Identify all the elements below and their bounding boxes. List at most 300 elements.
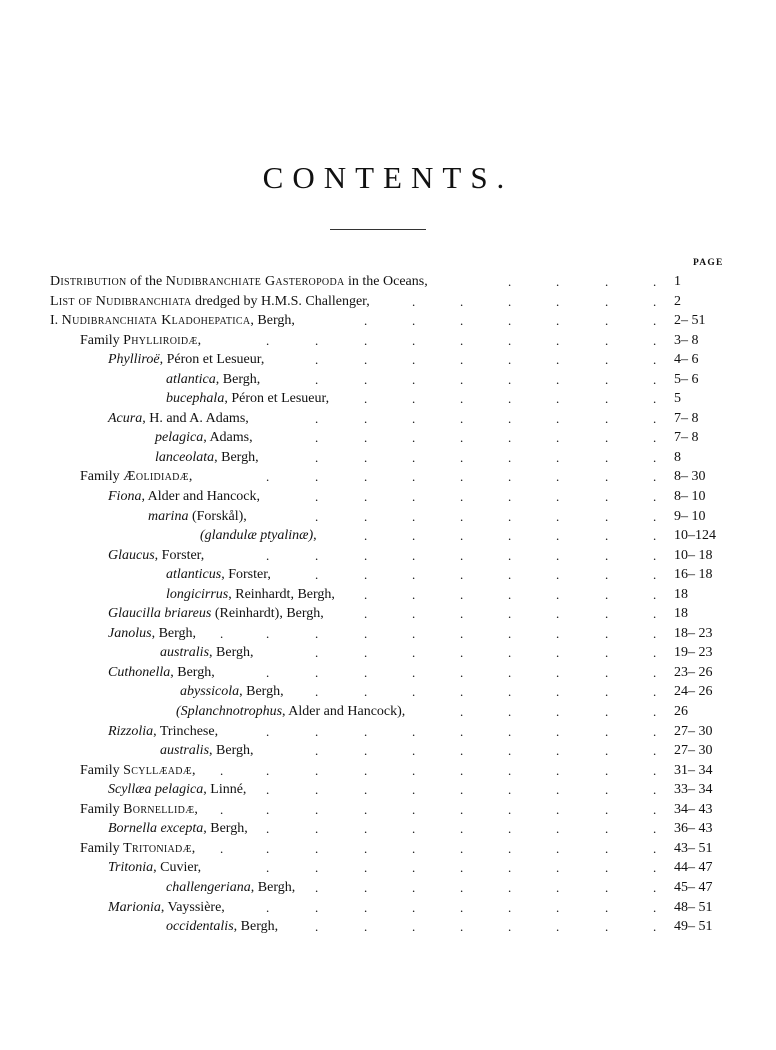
leader-dot: . [605, 449, 609, 465]
leader-dot: . [220, 801, 224, 817]
leader-dot: . [605, 293, 609, 309]
leader-dot: . [412, 508, 416, 524]
leader-dot: . [412, 664, 416, 680]
leader-dot: . [460, 899, 464, 915]
page-number: 36– 43 [674, 821, 713, 837]
toc-entry [166, 389, 329, 409]
toc-entry [200, 526, 317, 546]
leader-dot: . [556, 606, 560, 622]
leader-dot: . [653, 860, 657, 876]
leader-dot: . [508, 371, 512, 387]
leader-dot: . [653, 664, 657, 680]
toc-row-family [0, 800, 776, 820]
entry-italic: (glandulæ ptyalinæ) [200, 528, 314, 544]
leader-dot: . [508, 567, 512, 583]
leader-dot: . [412, 840, 416, 856]
toc-entry [166, 878, 295, 898]
leader-dot: . [653, 743, 657, 759]
leader-dot: . [412, 313, 416, 329]
entry-text: , Bergh, [170, 664, 215, 680]
leader-dot: . [556, 840, 560, 856]
page-number: 8– 30 [674, 469, 706, 485]
dot-leader [0, 370, 776, 390]
page-number: 27– 30 [674, 723, 713, 739]
toc-entry [80, 331, 201, 351]
entry-text: , Bergh, [250, 313, 295, 329]
toc-entry [108, 722, 218, 742]
toc-row-genus [0, 898, 776, 918]
entry-italic: Glaucilla briareus [108, 606, 212, 622]
leader-dot: . [460, 840, 464, 856]
leader-dot: . [605, 313, 609, 329]
page-title: CONTENTS. [262, 160, 514, 195]
leader-dot: . [605, 606, 609, 622]
leader-dot: . [220, 840, 224, 856]
entry-text: , Alder and Hancock), [282, 704, 406, 720]
leader-dot: . [653, 508, 657, 524]
leader-dot: . [605, 508, 609, 524]
leader-dot: . [653, 801, 657, 817]
entry-text: , Péron et Lesueur, [224, 391, 330, 407]
entry-text: , [197, 332, 202, 348]
leader-dot: . [556, 567, 560, 583]
leader-dot: . [460, 645, 464, 661]
toc-entry [166, 917, 278, 937]
leader-dot: . [508, 860, 512, 876]
leader-dot: . [460, 664, 464, 680]
toc-row-genus [0, 546, 776, 566]
leader-dot: . [556, 743, 560, 759]
leader-dot: . [508, 293, 512, 309]
leader-dot: . [460, 528, 464, 544]
entry-italic: Tritonia [108, 860, 154, 876]
entry-text: , Linné, [203, 782, 247, 798]
toc-row-species [0, 878, 776, 898]
toc-entry [108, 604, 324, 624]
leader-dot: . [653, 410, 657, 426]
page-number: 5– 6 [674, 371, 699, 387]
page-number: 48– 51 [674, 899, 713, 915]
leader-dot: . [653, 274, 657, 289]
leader-dot: . [556, 528, 560, 544]
entry-text: , Bergh, [214, 449, 259, 465]
entry-text: , Vayssière, [160, 899, 225, 915]
leader-dot: . [556, 664, 560, 680]
entry-smallcaps: Tritoniadæ [123, 840, 192, 856]
leader-dot: . [556, 449, 560, 465]
leader-dot: . [508, 762, 512, 778]
leader-dot: . [460, 879, 464, 895]
toc-row-species [0, 448, 776, 468]
leader-dot: . [460, 293, 464, 309]
toc-row-genus [0, 722, 776, 742]
toc-entry [160, 643, 253, 663]
leader-dot: . [556, 489, 560, 505]
leader-dot: . [508, 332, 512, 348]
toc-entry [50, 311, 295, 331]
toc-row-genus [0, 624, 776, 644]
leader-dot: . [508, 586, 512, 602]
leader-dot: . [364, 625, 368, 641]
leader-dot: . [220, 625, 224, 641]
leader-dot: . [460, 821, 464, 837]
toc-entry [155, 428, 253, 448]
leader-dot: . [412, 489, 416, 505]
dot-leader [0, 643, 776, 663]
leader-dot: . [412, 899, 416, 915]
leader-dot: . [364, 547, 368, 563]
leader-dot: . [266, 547, 270, 563]
leader-dot: . [364, 664, 368, 680]
leader-dot: . [605, 645, 609, 661]
leader-dot: . [364, 567, 368, 583]
leader-dot: . [605, 821, 609, 837]
leader-dot: . [556, 293, 560, 309]
leader-dot: . [460, 704, 464, 720]
leader-dot: . [315, 840, 319, 856]
entry-italic: abyssicola [180, 684, 240, 700]
entry-text: , Bergh, [151, 625, 197, 641]
leader-dot: . [412, 293, 416, 309]
entry-smallcaps: Phylliroidæ [123, 332, 198, 348]
leader-dot: . [364, 684, 368, 700]
leader-dot: . [412, 410, 416, 426]
leader-dot: . [364, 840, 368, 856]
leader-dot: . [653, 840, 657, 856]
leader-dot: . [315, 684, 319, 700]
leader-dot: . [653, 469, 657, 485]
leader-dot: . [460, 801, 464, 817]
leader-dot: . [508, 489, 512, 505]
leader-dot: . [412, 586, 416, 602]
page-number: 43– 51 [674, 840, 713, 856]
leader-dot: . [508, 606, 512, 622]
entry-text: , H. and A. Adams, [142, 410, 249, 426]
entry-italic: Glaucus [108, 547, 155, 563]
toc-row-genus [0, 819, 776, 839]
toc-row-distribution [0, 272, 776, 292]
leader-dot: . [508, 782, 512, 798]
dot-leader [0, 428, 776, 448]
leader-dot: . [266, 762, 270, 778]
leader-dot: . [605, 274, 609, 289]
dot-leader [0, 389, 776, 409]
entry-text: in the Oceans, [344, 274, 428, 289]
toc-row-species [0, 389, 776, 409]
toc-entry [108, 819, 248, 839]
leader-dot: . [460, 625, 464, 641]
toc-row-genus [0, 780, 776, 800]
leader-dot: . [364, 606, 368, 622]
page-number: 9– 10 [674, 508, 706, 524]
leader-dot: . [364, 469, 368, 485]
page-number: 2– 51 [674, 313, 706, 329]
leader-dot: . [315, 469, 319, 485]
leader-dot: . [364, 723, 368, 739]
page-number: 1 [674, 274, 681, 289]
leader-dot: . [364, 508, 368, 524]
entry-smallcaps: Bornellidæ [123, 801, 195, 817]
toc-entry [80, 839, 195, 859]
leader-dot: . [315, 410, 319, 426]
leader-dot: . [556, 586, 560, 602]
leader-dot: . [315, 664, 319, 680]
leader-dot: . [315, 332, 319, 348]
leader-dot: . [364, 801, 368, 817]
leader-dot: . [412, 625, 416, 641]
leader-dot: . [653, 645, 657, 661]
page-number: 18 [674, 586, 688, 602]
leader-dot: . [508, 352, 512, 368]
dot-leader [0, 526, 776, 546]
leader-dot: . [653, 567, 657, 583]
entry-text: , Bergh, [239, 684, 284, 700]
leader-dot: . [460, 762, 464, 778]
leader-dot: . [653, 821, 657, 837]
leader-dot: . [556, 879, 560, 895]
page-number: 8– 10 [674, 489, 706, 505]
entry-text: , Trinchese, [153, 723, 219, 739]
leader-dot: . [653, 430, 657, 446]
entry-text: , Péron et Lesueur, [159, 352, 265, 368]
leader-dot: . [508, 508, 512, 524]
entry-text: Family [80, 332, 124, 348]
leader-dot: . [605, 664, 609, 680]
page-number: 3– 8 [674, 332, 699, 348]
leader-dot: . [412, 371, 416, 387]
leader-dot: . [364, 919, 368, 935]
page-number: 27– 30 [674, 743, 713, 759]
leader-dot: . [508, 879, 512, 895]
entry-text: , [313, 528, 317, 544]
leader-dot: . [556, 899, 560, 915]
leader-dot: . [315, 762, 319, 778]
leader-dot: . [460, 469, 464, 485]
toc-row-genus [0, 858, 776, 878]
page-number: 24– 26 [674, 684, 713, 700]
leader-dot: . [508, 469, 512, 485]
entry-text: (Reinhardt), Bergh, [211, 606, 324, 622]
leader-dot: . [266, 840, 270, 856]
entry-italic: Marionia [108, 899, 161, 915]
leader-dot: . [412, 919, 416, 935]
leader-dot: . [460, 782, 464, 798]
leader-dot: . [315, 449, 319, 465]
leader-dot: . [653, 879, 657, 895]
leader-dot: . [460, 586, 464, 602]
leader-dot: . [653, 762, 657, 778]
leader-dot: . [508, 801, 512, 817]
leader-dot: . [508, 704, 512, 720]
toc-row-family [0, 839, 776, 859]
title-rule [330, 229, 426, 230]
leader-dot: . [556, 801, 560, 817]
leader-dot: . [556, 762, 560, 778]
leader-dot: . [556, 860, 560, 876]
leader-dot: . [460, 391, 464, 407]
leader-dot: . [266, 664, 270, 680]
toc-row-genus [0, 663, 776, 683]
leader-dot: . [364, 879, 368, 895]
entry-text: , Bergh, [203, 821, 248, 837]
leader-dot: . [412, 391, 416, 407]
page-number: 18– 23 [674, 625, 713, 641]
toc-entry [108, 546, 204, 566]
leader-dot: . [653, 684, 657, 700]
page-number: 10–124 [674, 528, 716, 544]
leader-dot: . [508, 274, 512, 289]
leader-dot: . [315, 352, 319, 368]
leader-dot: . [315, 782, 319, 798]
leader-dot: . [412, 528, 416, 544]
leader-dot: . [556, 723, 560, 739]
leader-dot: . [605, 567, 609, 583]
leader-dot: . [266, 899, 270, 915]
leader-dot: . [508, 645, 512, 661]
entry-text: Family [80, 801, 124, 817]
leader-dot: . [460, 919, 464, 935]
leader-dot: . [460, 508, 464, 524]
leader-dot: . [508, 313, 512, 329]
toc-row-genus [0, 487, 776, 507]
toc-entry [148, 507, 247, 527]
leader-dot: . [508, 743, 512, 759]
leader-dot: . [508, 410, 512, 426]
toc-row-species [0, 643, 776, 663]
leader-dot: . [556, 391, 560, 407]
leader-dot: . [412, 469, 416, 485]
entry-italic: australis [160, 743, 210, 759]
leader-dot: . [412, 567, 416, 583]
leader-dot: . [653, 723, 657, 739]
leader-dot: . [605, 704, 609, 720]
leader-dot: . [364, 313, 368, 329]
leader-dot: . [412, 860, 416, 876]
entry-smallcaps: Distribution [50, 274, 127, 289]
leader-dot: . [220, 762, 224, 778]
leader-dot: . [508, 840, 512, 856]
page-number: 45– 47 [674, 879, 713, 895]
leader-dot: . [412, 684, 416, 700]
toc-row-species [0, 682, 776, 702]
entry-text: , Forster, [221, 567, 271, 583]
leader-dot: . [605, 840, 609, 856]
toc-row-family [0, 331, 776, 351]
leader-dot: . [315, 821, 319, 837]
page-number: 7– 8 [674, 430, 699, 446]
entry-italic: atlanticus [166, 567, 222, 583]
toc-row-section-i [0, 311, 776, 331]
leader-dot: . [508, 821, 512, 837]
toc-row-species [0, 507, 776, 527]
leader-dot: . [653, 449, 657, 465]
toc-row-species [0, 585, 776, 605]
leader-dot: . [315, 567, 319, 583]
leader-dot: . [653, 586, 657, 602]
leader-dot: . [315, 801, 319, 817]
leader-dot: . [412, 332, 416, 348]
leader-dot: . [605, 489, 609, 505]
leader-dot: . [364, 332, 368, 348]
leader-dot: . [460, 410, 464, 426]
entry-italic: Janolus [108, 625, 152, 641]
leader-dot: . [460, 567, 464, 583]
page-number: 16– 18 [674, 567, 713, 583]
leader-dot: . [605, 801, 609, 817]
entry-text: , [191, 840, 196, 856]
entry-text: , Cuvier, [153, 860, 202, 876]
entry-text: , [192, 762, 196, 778]
leader-dot: . [508, 625, 512, 641]
page-number: 33– 34 [674, 782, 713, 798]
entry-text: , [194, 801, 198, 817]
leader-dot: . [605, 430, 609, 446]
toc-row-genus [0, 350, 776, 370]
leader-dot: . [556, 645, 560, 661]
leader-dot: . [412, 782, 416, 798]
leader-dot: . [364, 762, 368, 778]
entry-text: , Reinhardt, Bergh, [228, 586, 335, 602]
page-number: 7– 8 [674, 410, 699, 426]
leader-dot: . [315, 899, 319, 915]
leader-dot: . [412, 645, 416, 661]
toc-entry [180, 682, 284, 702]
leader-dot: . [605, 547, 609, 563]
toc-entry [108, 350, 264, 370]
leader-dot: . [605, 391, 609, 407]
leader-dot: . [364, 645, 368, 661]
entry-text: , Alder and Hancock, [141, 489, 261, 505]
page-number: 2 [674, 293, 681, 309]
leader-dot: . [412, 723, 416, 739]
toc-entry [176, 702, 405, 722]
leader-dot: . [412, 352, 416, 368]
page-column-header: PAGE [693, 258, 724, 268]
leader-dot: . [266, 860, 270, 876]
leader-dot: . [412, 430, 416, 446]
toc-entry [108, 898, 225, 918]
dot-leader [0, 507, 776, 527]
entry-text: Family [80, 469, 124, 485]
dot-leader [0, 741, 776, 761]
leader-dot: . [653, 313, 657, 329]
toc-entry [80, 761, 196, 781]
leader-dot: . [460, 606, 464, 622]
entry-italic: australis [160, 645, 210, 661]
leader-dot: . [364, 489, 368, 505]
toc-entry [166, 370, 260, 390]
toc-entry [155, 448, 259, 468]
leader-dot: . [556, 313, 560, 329]
leader-dot: . [266, 625, 270, 641]
leader-dot: . [315, 547, 319, 563]
leader-dot: . [315, 919, 319, 935]
leader-dot: . [556, 430, 560, 446]
dot-leader [0, 448, 776, 468]
entry-italic: Acura [108, 410, 143, 426]
leader-dot: . [556, 782, 560, 798]
page-number: 18 [674, 606, 688, 622]
page-number: 5 [674, 391, 681, 407]
toc-entry [108, 409, 249, 429]
leader-dot: . [460, 860, 464, 876]
entry-text: I. [50, 313, 62, 329]
toc-row-species [0, 428, 776, 448]
leader-dot: . [605, 528, 609, 544]
leader-dot: . [266, 782, 270, 798]
leader-dot: . [315, 371, 319, 387]
leader-dot: . [266, 821, 270, 837]
